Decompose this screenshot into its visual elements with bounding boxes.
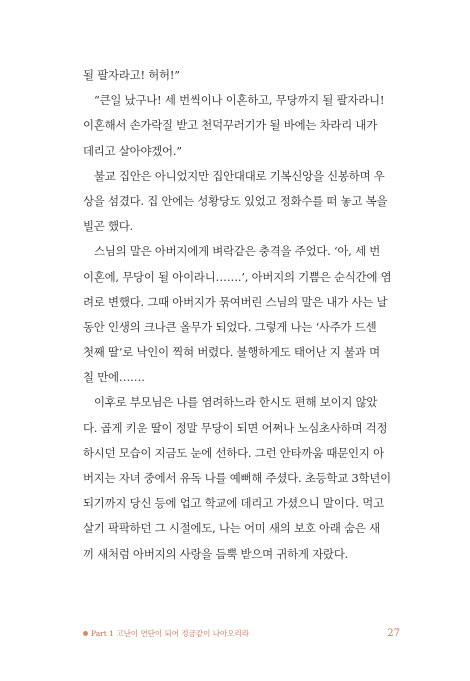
text-line: 다. 곱게 키운 딸이 정말 무당이 되면 어쩌나 노심초사하며 걱정 bbox=[83, 420, 388, 435]
page-number: 27 bbox=[387, 627, 400, 639]
text-line: 동안 인생의 크나큰 올무가 되었다. 그렇게 나는 ‘사주가 드센 bbox=[83, 319, 377, 334]
text-line: 될 팔자라고! 허허!” bbox=[83, 68, 180, 82]
text-line: 버지는 자녀 중에서 유독 나를 예뻐해 주셨다. 초등학교 3학년이 bbox=[83, 471, 391, 485]
text-line: 스님의 말은 아버지에게 벼락같은 충격을 주었다. ‘아, 세 번 bbox=[94, 244, 381, 259]
page-footer bbox=[83, 625, 400, 641]
running-title bbox=[83, 628, 249, 639]
text-line: 끼 새처럼 아버지의 사랑을 듬뿍 받으며 귀하게 자랐다. bbox=[83, 546, 349, 561]
circle-bullet-icon bbox=[83, 631, 88, 636]
text-line: 살기 팍팍하던 그 시절에도, 나는 어미 새의 보호 아래 숨은 새 bbox=[83, 521, 380, 536]
text-line: 첫째 딸’로 낙인이 찍혀 버렸다. 불행하게도 태어난 지 불과 며 bbox=[83, 345, 380, 360]
text-line: 칠 만에……. bbox=[83, 370, 145, 385]
text-line: 이혼에, 무당이 될 아이라니…….’, 아버지의 기쁨은 순식간에 염 bbox=[83, 269, 392, 284]
running-title-text: Part 1 고난이 연단이 되어 정금같이 나아오리라 bbox=[91, 628, 250, 638]
text-line: “큰일 났구나! 세 번씩이나 이혼하고, 무당까지 될 팔자라니! bbox=[94, 93, 385, 108]
text-line: 빌곤 했다. bbox=[83, 219, 134, 234]
text-line: 이후로 부모님은 나를 염려하느라 한시도 편해 보이지 않았 bbox=[94, 395, 378, 410]
text-line: 되기까지 당신 등에 업고 학교에 데리고 가셨으니 말이다. 먹고 bbox=[83, 496, 384, 511]
text-line: 데리고 살아야겠어.” bbox=[83, 143, 182, 158]
text-line: 이혼해서 손가락질 받고 천덕꾸러기가 될 바에는 차라리 내가 bbox=[83, 118, 378, 133]
text-line: 려로 변했다. 그때 아버지가 묶여버린 스님의 말은 내가 사는 날 bbox=[83, 294, 388, 309]
text-line: 상을 섬겼다. 집 안에는 성황당도 있었고 정화수를 떠 놓고 복을 bbox=[83, 193, 388, 208]
text-line: 불교 집안은 아니었지만 집안대대로 기복신앙을 신봉하며 우 bbox=[94, 168, 385, 183]
text-line: 하시던 모습이 지금도 눈에 선하다. 그런 안타까움 때문인지 아 bbox=[83, 445, 384, 460]
page-body bbox=[83, 63, 392, 567]
